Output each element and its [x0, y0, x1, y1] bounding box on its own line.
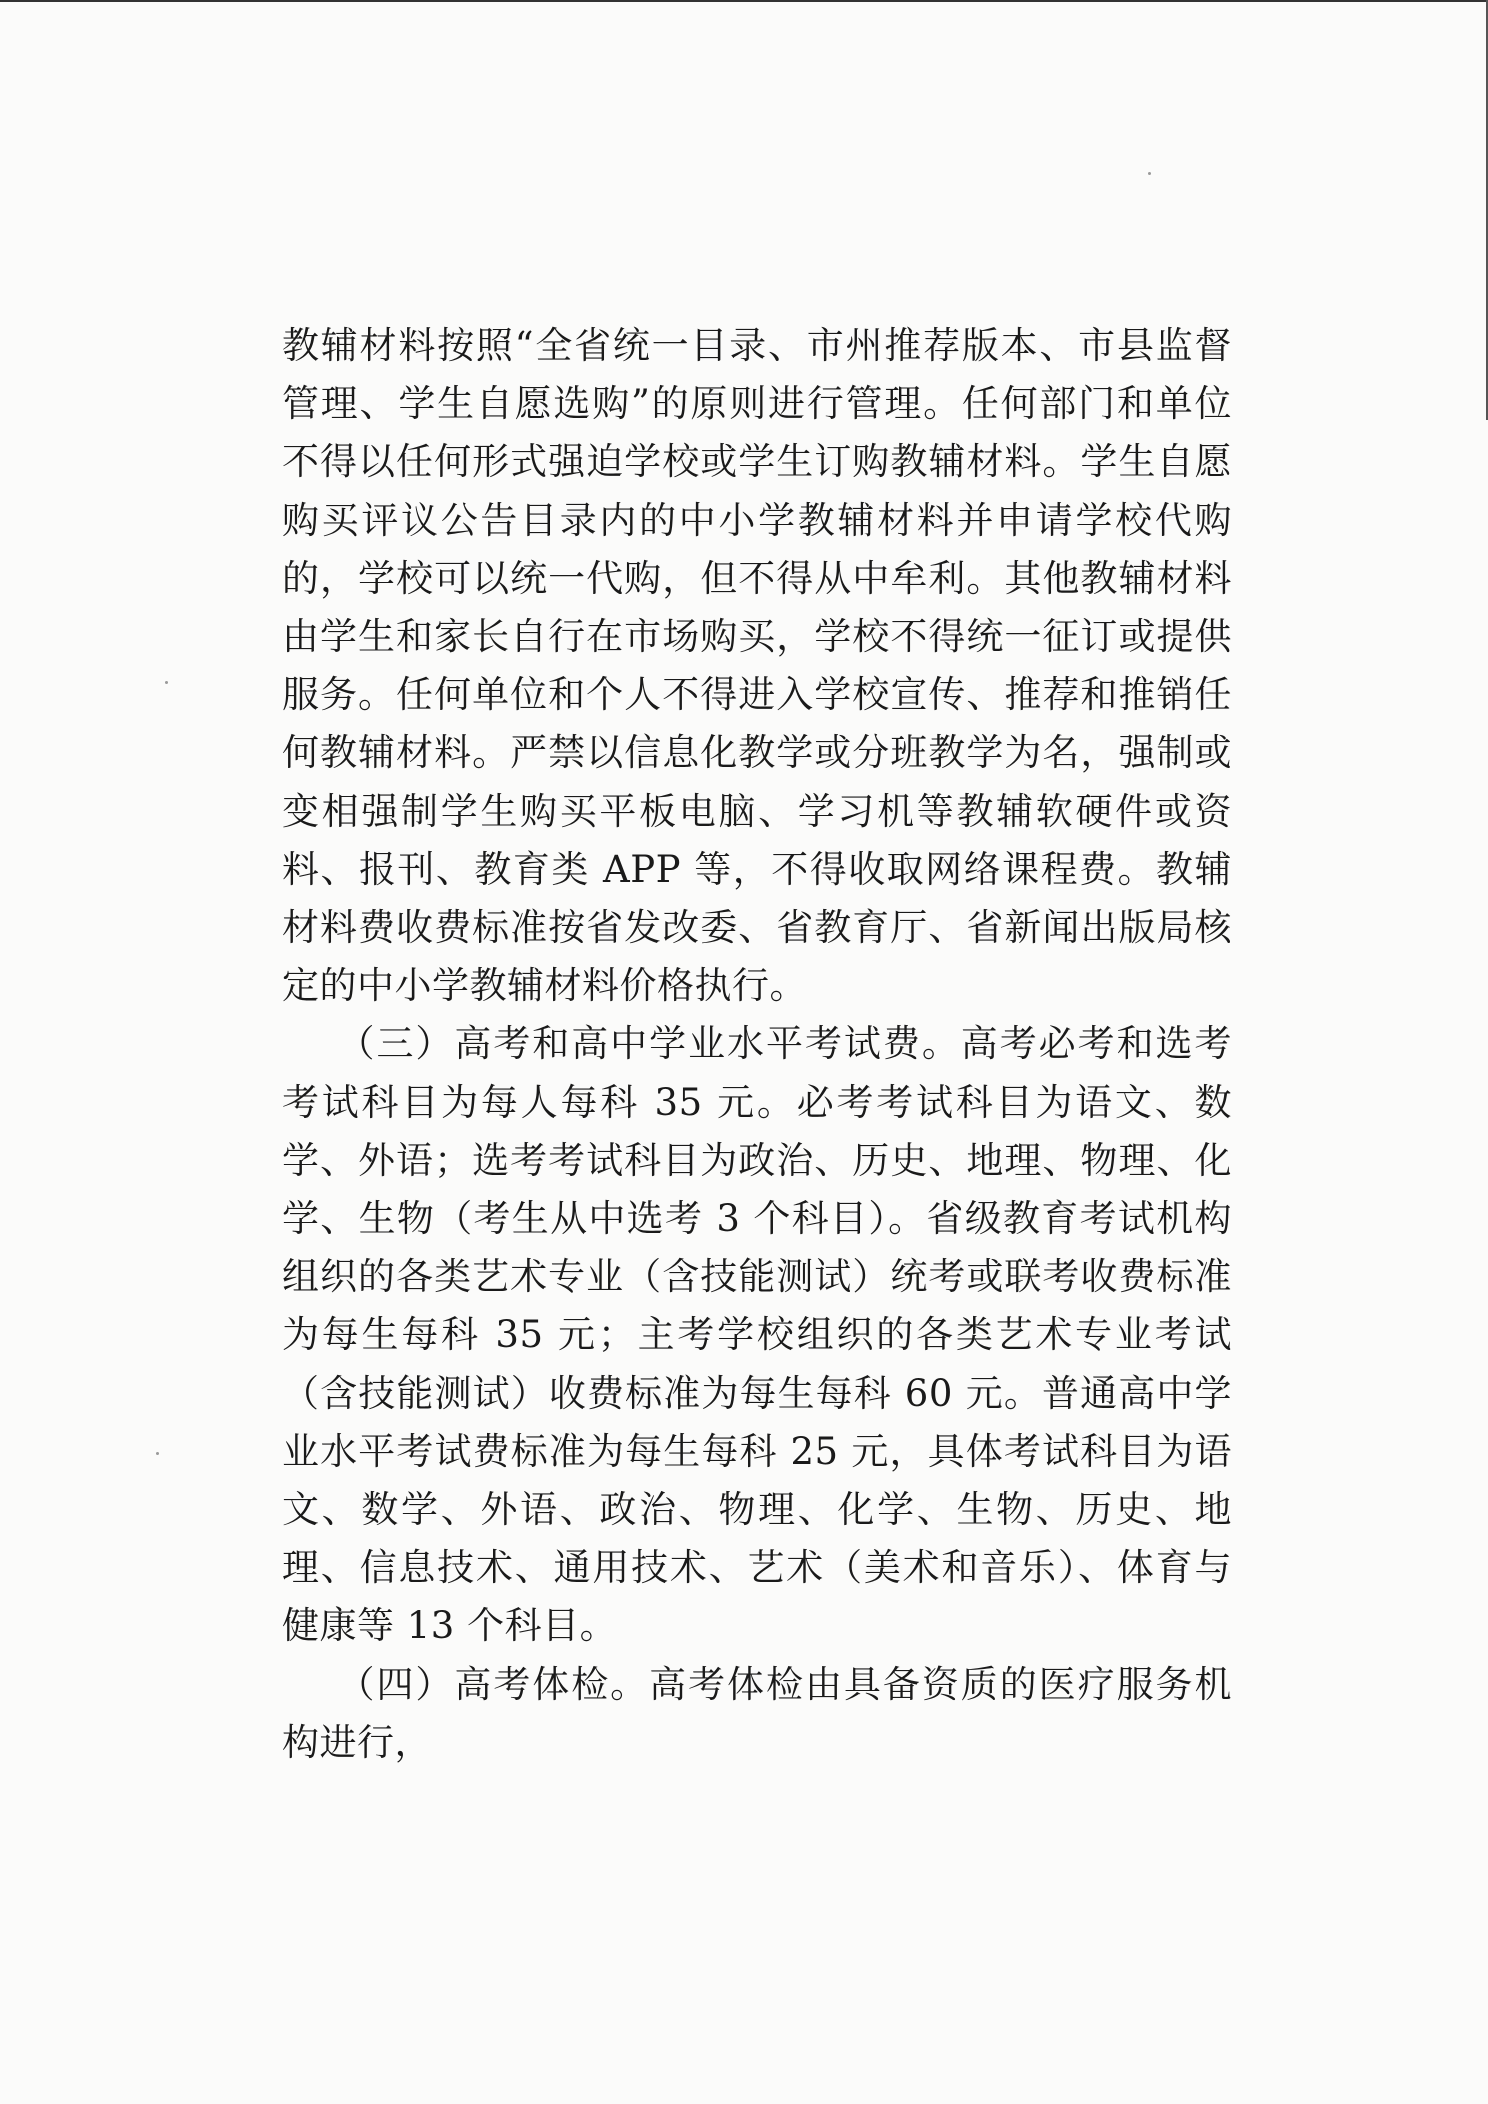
scan-speck [156, 1452, 159, 1455]
document-body [282, 317, 1232, 1772]
paragraph-physical-exam: （四）高考体检。高考体检由具备资质的医疗服务机构进行， [282, 1662, 1232, 1764]
scan-speck [165, 681, 168, 684]
scan-speck [1148, 172, 1151, 175]
paragraph-exam-fees: （三）高考和高中学业水平考试费。高考必考和选考考试科目为每人每科 35 元。必考考试科目为语文、数学、外语；选考考试科目为政治、历史、地理、物理、化学、生物（考生从中选考 3 个科目）。省级教育考试机构组织的各类艺术专业（含技能测试）统考或联考收费标准为每生每科 35 元；主考学校组织的各类艺术专业考试（含技能测试）收费标准为每生每科 60 元。普通高中学业水平考试费标准为每生每科 25 元，具体考试科目为语文、数学、外语、政治、物理、化学、生物、历史、地理、信息技术、通用技术、艺术（美术和音乐）、体育与健康等 13 个科目。 [282, 1022, 1232, 1648]
scan-top-border [0, 0, 1488, 2]
paragraph-teaching-materials: 教辅材料按照“全省统一目录、市州推荐版本、市县监督管理、学生自愿选购”的原则进行管理。任何部门和单位不得以任何形式强迫学校或学生订购教辅材料。学生自愿购买评议公告目录内的中小学教辅材料并申请学校代购的，学校可以统一代购，但不得从中牟利。其他教辅材料由学生和家长自行在市场购买，学校不得统一征订或提供服务。任何单位和个人不得进入学校宣传、推荐和推销任何教辅材料。严禁以信息化教学或分班教学为名，强制或变相强制学生购买平板电脑、学习机等教辅软硬件或资料、报刊、教育类 APP 等，不得收取网络课程费。教辅材料费收费标准按省发改委、省教育厅、省新闻出版局核定的中小学教辅材料价格执行。 [282, 324, 1232, 1008]
